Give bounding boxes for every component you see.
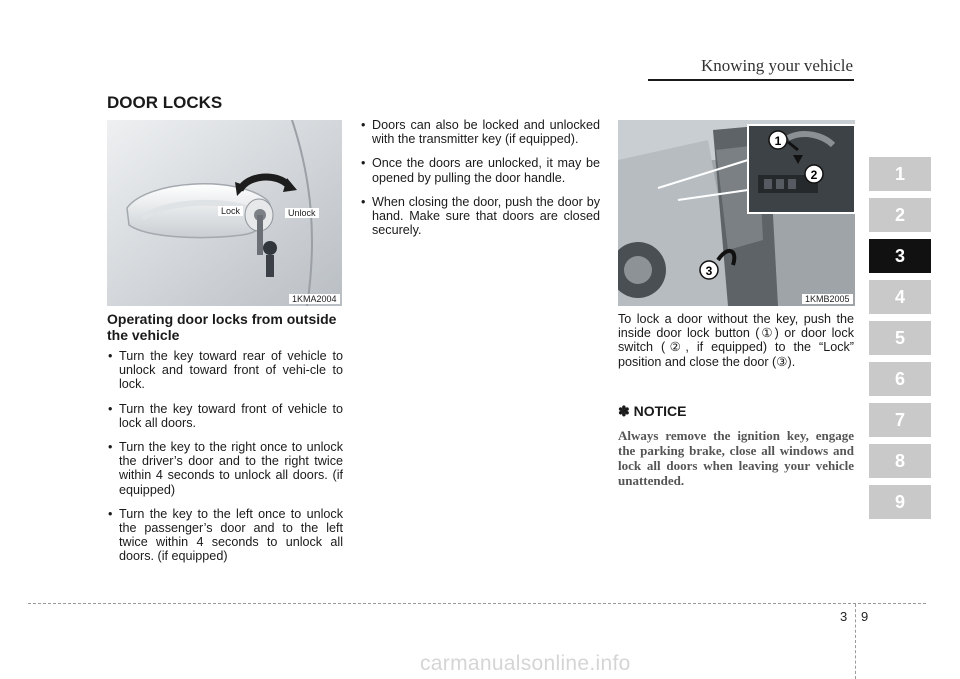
chapter-tab-8[interactable]: 8 <box>869 444 931 478</box>
notice-text: Always remove the ignition key, engage the parking brake, close all windows and lock all doors when leaving your vehicle unattended. <box>618 428 854 488</box>
chapter-tab-7[interactable]: 7 <box>869 403 931 437</box>
figure1-label-lock: Lock <box>218 206 243 216</box>
callout-3: 3 <box>705 264 713 278</box>
middle-bullet-list <box>360 118 600 247</box>
footer-divider <box>855 604 856 679</box>
chapter-tab-3[interactable]: 3 <box>869 239 931 273</box>
chapter-tab-6[interactable]: 6 <box>869 362 931 396</box>
left-bullet-3: • Turn the key to the right once to unlock the driver’s door and to the right twice within 4 seconds to unlock all doors. (if equipped) <box>107 440 343 497</box>
interior-door-illustration <box>618 120 855 306</box>
middle-bullet-2: • Once the doors are unlocked, it may be opened by pulling the door handle. <box>360 156 600 184</box>
middle-bullet-3: • When closing the door, push the door by hand. Make sure that doors are closed securely. <box>360 195 600 238</box>
header-title: Knowing your vehicle <box>700 56 853 75</box>
page-number: 9 <box>861 609 869 624</box>
footer-rule <box>28 603 926 604</box>
watermark: carmanualsonline.info <box>420 652 631 675</box>
figure1-label-unlock: Unlock <box>285 208 319 218</box>
left-bullet-4: • Turn the key to the left once to unlock the passenger’s door and to the left twice within 4 seconds to unlock all doors. (if equipped) <box>107 507 343 564</box>
right-paragraph: To lock a door without the key, push the inside door lock button (①) or door lock switch (②, if equipped) to the “Lock” position and close the door (③). <box>618 312 854 369</box>
left-heading: Operating door locks from outside the vehicle <box>107 311 337 343</box>
left-bullet-1: • Turn the key toward rear of vehicle to unlock and toward front of vehi-cle to lock. <box>107 349 343 392</box>
chapter-tab-2[interactable]: 2 <box>869 198 931 232</box>
chapter-tab-4[interactable]: 4 <box>869 280 931 314</box>
interior-door-photo <box>618 120 855 306</box>
figure1-code: 1KMA2004 <box>289 294 340 304</box>
callout-1: 1 <box>774 134 782 148</box>
figure2-code: 1KMB2005 <box>802 294 853 304</box>
chapter-tab-9[interactable]: 9 <box>869 485 931 519</box>
left-bullet-list <box>107 349 343 574</box>
header-rule <box>648 79 854 81</box>
middle-bullet-1: • Doors can also be locked and unlocked with the transmitter key (if equipped). <box>360 118 600 146</box>
chapter-tab-5[interactable]: 5 <box>869 321 931 355</box>
notice-title: ✽ NOTICE <box>618 403 687 419</box>
left-bullet-2: • Turn the key toward front of vehicle to lock all doors. <box>107 402 343 430</box>
chapter-tab-1[interactable]: 1 <box>869 157 931 191</box>
callout-2: 2 <box>810 168 818 182</box>
chapter-tabs <box>869 157 931 526</box>
section-title: DOOR LOCKS <box>107 93 223 112</box>
page-chapter: 3 <box>840 609 848 624</box>
